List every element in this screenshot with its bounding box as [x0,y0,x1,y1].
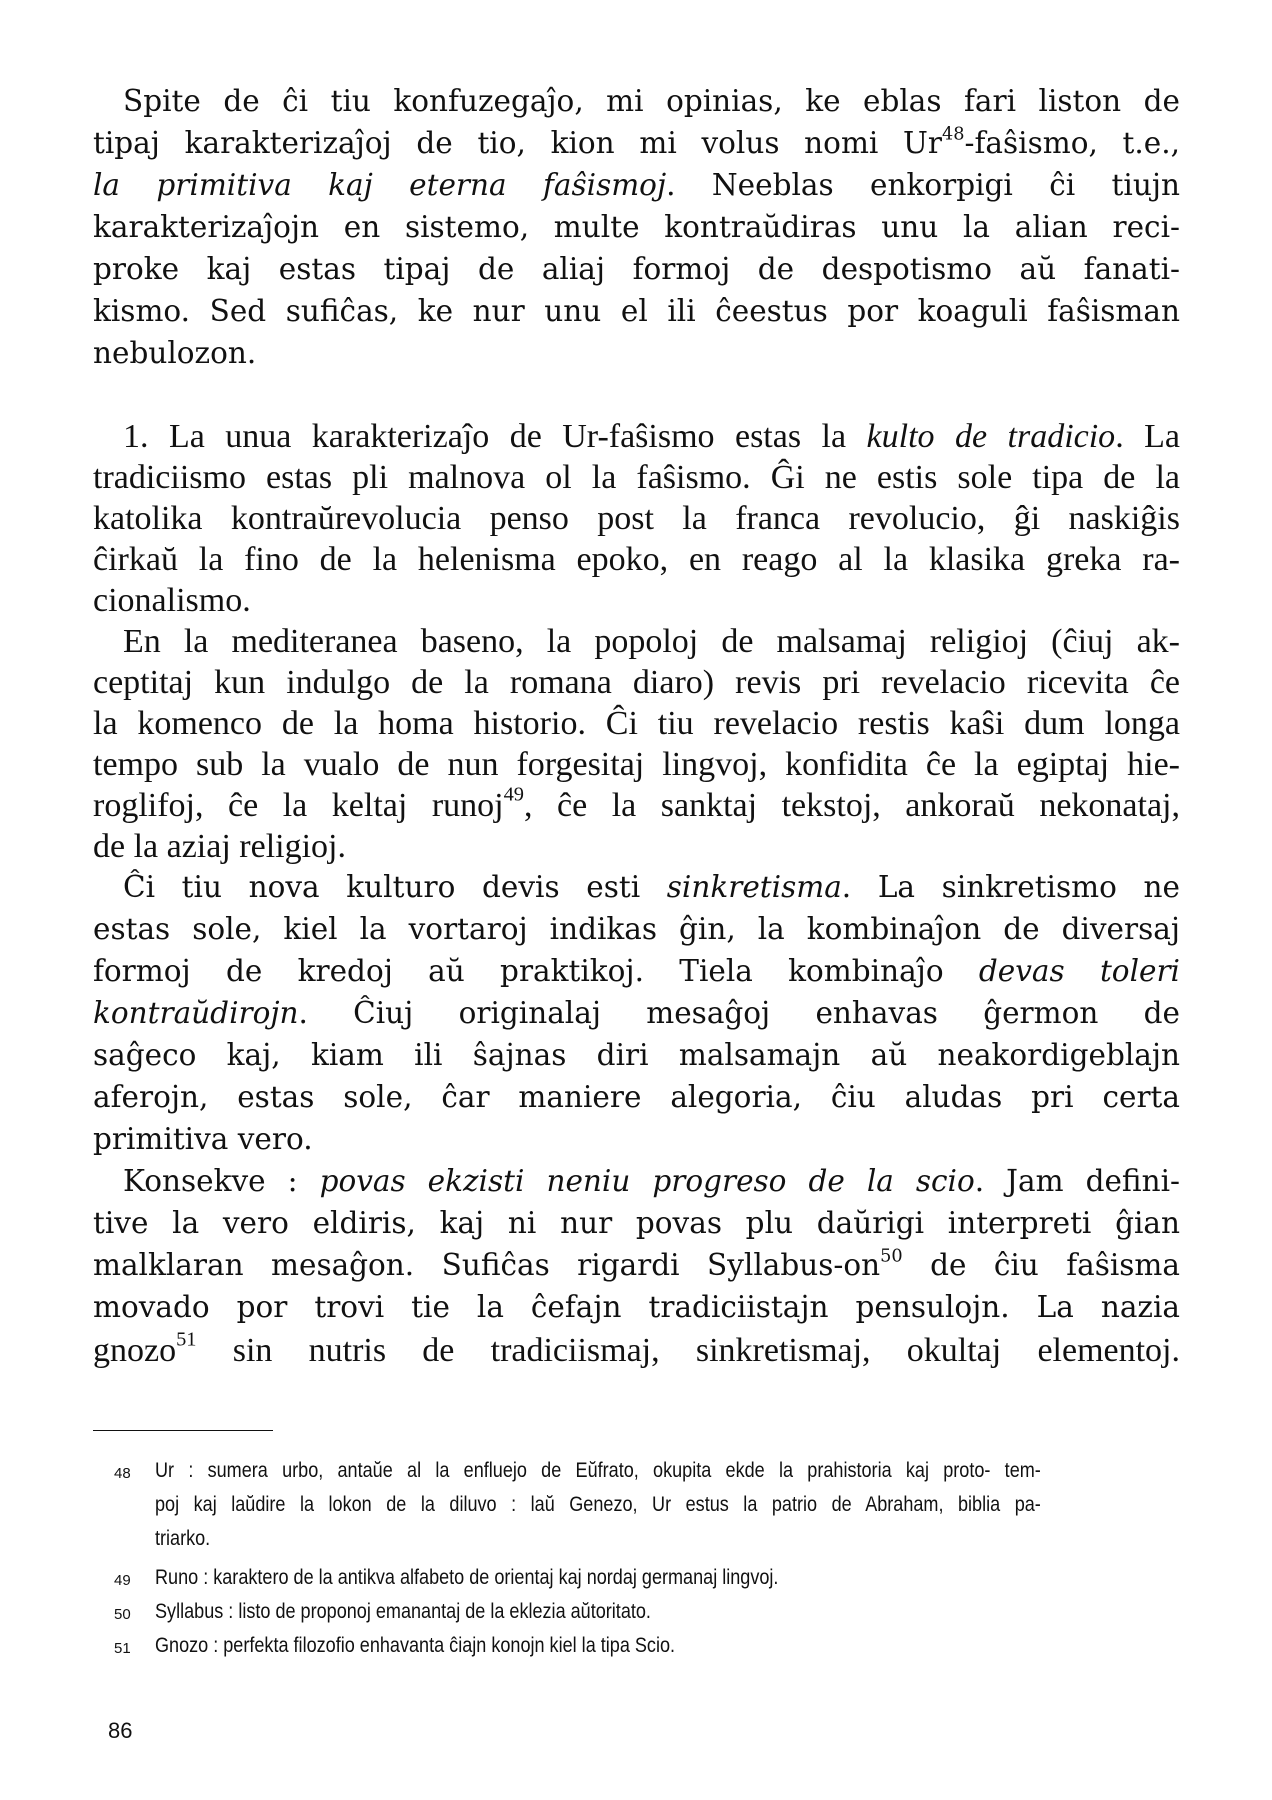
footnote-ref[interactable]: 49 [503,783,524,806]
text-line: roglifoj, ĉe la keltaj runoj$^{49}$, ĉe la sanktaj tekstoj, ankoraŭ nekonataj, [93,783,1180,824]
footnote-ref[interactable]: 50 [880,1246,903,1267]
text-line: de la aziaj religioj. [93,828,346,865]
text-line: saĝeco kaj, kiam ili ŝajnas diri malsamajn aŭ neakordigeblajn [93,1038,1180,1072]
text-line: la komenco de la homa historio. Ĉi tiu revelacio restis kaŝi dum longa [93,705,1180,742]
footnote-text: Syllabus : listo de proponoj emanantaj de la eklezia aŭtoritato. [155,1600,651,1623]
text-line: Konsekve : povas ekzisti neniu progreso de la scio. Jam defini- [123,1164,1180,1198]
text-line: primitiva vero. [93,1122,313,1156]
text-line: ceptitaj kun indulgo de la romana diaro) revis pri revelacio ricevita ĉe [93,664,1180,701]
text-line: ĉirkaŭ la fino de la helenisma epoko, en reago al la klasika greka ra- [93,541,1180,578]
footnote-number: 50 [114,1606,131,1623]
text-line: la primitiva kaj eterna faŝismoj. Neeblas enkorpigi ĉi tiujn [93,168,1180,202]
text-line: katolika kontraŭrevolucia penso post la franca revolucio, ĝi naskiĝis [93,500,1180,537]
text-line: tipaj karakterizaĵoj de tio, kion mi volus nomi Ur$^{48}$-faŝismo, t.e., [93,124,1180,160]
footnote-ref[interactable]: 48 [942,124,965,145]
text-line: Spite de ĉi tiu konfuzegaĵo, mi opinias, ke eblas fari liston de [123,84,1180,118]
text-line: tempo sub la vualo de nun forgesitaj lingvoj, konfidita ĉe la egiptaj hie- [93,746,1180,783]
text-line: estas sole, kiel la vortaroj indikas ĝin, la kombinaĵon de diversaj [93,912,1180,946]
footnote-text: Gnozo : perfekta filozofio enhavanta ĉiajn konojn kiel la tipa Scio. [155,1634,676,1657]
page-number: 86 [108,1718,133,1743]
text-line: kismo. Sed sufiĉas, ke nur unu el ili ĉeestus por koaguli faŝisman [93,294,1180,328]
text-line: tive la vero eldiris, kaj ni nur povas plu daŭrigi interpreti ĝian [93,1206,1180,1240]
footnote-divider [93,1430,273,1431]
text-line: aferojn, estas sole, ĉar maniere alegoria, ĉiu aludas pri certa [93,1080,1180,1114]
footnote-text: triarko. [155,1527,211,1550]
text-line: proke kaj estas tipaj de aliaj formoj de despotismo aŭ fanati- [93,252,1180,286]
text-line: formoj de kredoj aŭ praktikoj. Tiela kombinaĵo devas toleri [93,954,1180,988]
text-line: kontraŭdirojn. Ĉiuj originalaj mesaĝoj enhavas ĝermon de [93,996,1180,1030]
text-line: 1. La unua karakterizaĵo de Ur-faŝismo estas la kulto de tradicio. La [123,418,1180,455]
text-line: nebulozon. [93,336,257,370]
text-line: karakterizaĵojn en sistemo, multe kontraŭdiras unu la alian reci- [93,210,1180,244]
text-line: gnozo$^{51}$ sin nutris de tradiciismaj, sinkretismaj, okultaj elementoj. [93,1328,1180,1369]
text-line: movado por trovi tie la ĉefajn tradiciistajn pensulojn. La nazia [93,1290,1180,1324]
footnote-number: 49 [114,1572,131,1589]
text-line: tradiciismo estas pli malnova ol la faŝismo. Ĝi ne estis sole tipa de la [93,459,1180,496]
footnote-text: poj kaj laŭdire la lokon de la diluvo : laŭ Genezo, Ur estus la patrio de Abraham, biblia pa- [155,1493,1041,1516]
text-line: cionalismo. [93,582,251,619]
footnote-text: Runo : karaktero de la antikva alfabeto de orientaj kaj nordaj germanaj lingvoj. [155,1566,779,1589]
footnote-number: 48 [114,1465,131,1482]
text-line: En la mediteranea baseno, la popoloj de malsamaj religioj (ĉiuj ak- [123,623,1180,660]
text-line: Ĉi tiu nova kulturo devis esti sinkretisma. La sinkretismo ne [123,870,1180,904]
text-line: malklaran mesaĝon. Sufiĉas rigardi Syllabus-$on^{50}$ de ĉiu faŝisma [93,1246,1180,1282]
footnote-ref[interactable]: 51 [176,1328,197,1351]
footnote-number: 51 [114,1640,131,1657]
footnote-text: Ur : sumera urbo, antaŭe al la enfluejo de Eŭfrato, okupita ekde la prahistoria kaj proto- tem- [155,1459,1041,1482]
